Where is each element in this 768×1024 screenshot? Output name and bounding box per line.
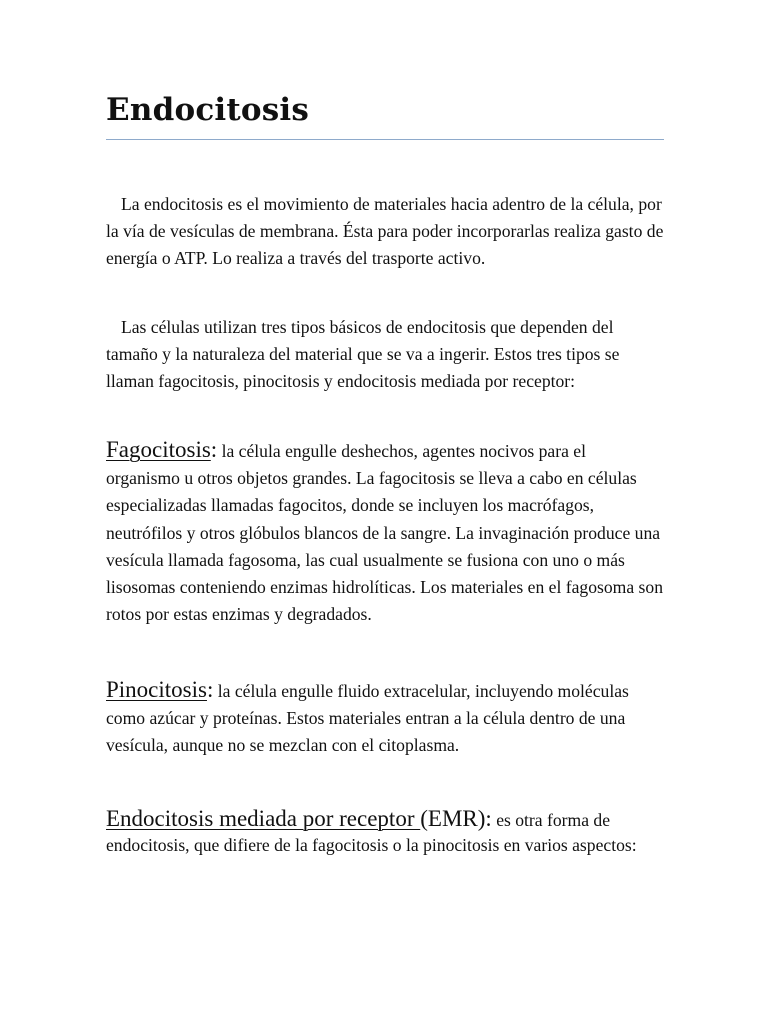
intro-paragraph-1: La endocitosis es el movimiento de materiales hacia adentro de la célula, por la vía de vesículas de membrana. Ésta para poder incorporarlas realiza gasto de energía o ATP. Lo realiza a través del trasporte activo. — [106, 194, 664, 269]
term-colon: : — [206, 677, 214, 702]
section-pinocitosis — [106, 676, 664, 760]
page-title: Endocitosis — [106, 92, 310, 128]
intro-paragraph-2: Las células utilizan tres tipos básicos de endocitosis que dependen del tamaño y la naturaleza del material que se va a ingerir. Estos tres tipos se llaman fagocitosis, pinocitosis y endocitosis mediada por receptor: — [106, 317, 620, 392]
section-emr-text: es otra forma de endocitosis, que difiere de la fagocitosis o la pinocitosis en varios aspectos: — [106, 810, 637, 855]
title-divider — [106, 139, 664, 140]
term-endocitosis-mediada: Endocitosis mediada por receptor — [106, 806, 421, 831]
term-pinocitosis: Pinocitosis — [106, 677, 207, 702]
term-emr-abbreviation: (EMR): — [420, 806, 492, 831]
term-colon: : — [210, 437, 218, 462]
section-fagocitosis — [106, 436, 664, 628]
section-emr — [106, 806, 664, 858]
term-fagocitosis: Fagocitosis — [106, 437, 211, 462]
section-fagocitosis-text: la célula engulle deshechos, agentes nocivos para el organismo u otros objetos grandes. La fagocitosis se lleva a cabo en células especializadas llamadas fagocitos, donde se incluyen los macrófagos, neutrófilos y otros glóbulos blancos de la sangre. La invaginación produce una vesícula llamada fagosoma, las cual usualmente se fusiona con uno o más lisosomas conteniendo enzimas hidrolíticas. Los materiales en el fagosoma son rotos por estas enzimas y degradados. — [106, 441, 663, 625]
section-pinocitosis-text: la célula engulle fluido extracelular, incluyendo moléculas como azúcar y proteínas. Estos materiales entran a la célula dentro de una vesícula, aunque no se mezclan con el citoplasma. — [106, 681, 629, 756]
